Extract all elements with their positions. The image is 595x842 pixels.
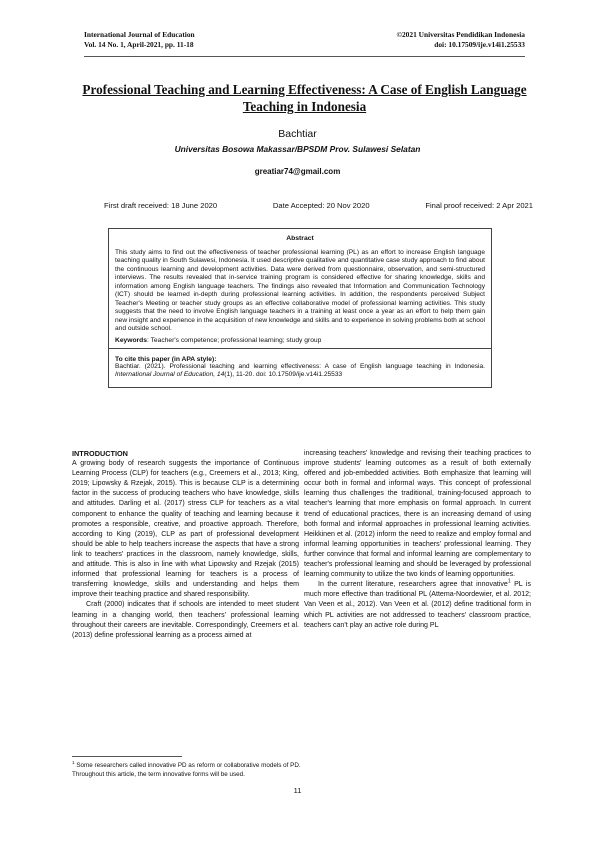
paragraph: Craft (2000) indicates that if schools are intended to meet student learning in a changing world, then teachers' professional learning throughout their careers are inevitable. Correspondingly, Creemers et al. (2013) define professional learning as a process aimed at	[72, 601, 299, 639]
submission-dates	[104, 201, 533, 210]
footnote-number: 1	[72, 760, 75, 765]
keywords-label: Keywords	[115, 336, 147, 344]
keywords-list: : Teacher's competence; professional learning; study group	[146, 336, 322, 344]
footnote-rule	[72, 756, 182, 757]
date-received: First draft received: 18 June 2020	[104, 201, 218, 210]
author-affiliation: Universitas Bosowa Makassar/BPSDM Prov. Sulawesi Selatan	[174, 144, 421, 154]
paragraph-start: In the current literature, researchers agree that innovative	[318, 581, 508, 589]
paragraph	[304, 580, 531, 630]
running-header-left	[84, 30, 195, 50]
keywords	[109, 337, 491, 348]
footnote-marker[interactable]: 1	[507, 578, 511, 585]
footnote	[72, 759, 302, 779]
abstract-text: This study aims to find out the effectiveness of teacher professional learning (PL) as an effort to increase English language teaching quality in South Sulawesi, Indonesia. It used descriptive qualitative and quantitative case study approach to find about the continuous learning and development activities. Data were derived from questionnaire, observation, and semi-structured interviews. The results revealed that in-service training program is considered effective for sharing knowledge, skills and information among English language teachers. The findings also revealed that Information and Communication Technology (ICT) should be learned in-depth during professional learning activities. In addition, the respondents perceived Subject Teacher's Meeting or teacher study groups as an effective collaborative model of professional learning activities. This study suggests that the need to involve English language teachers in a training at least once a year as an effort to help them gain new insight and experience in the acquisition of new knowledge and skills and to experience in solving problems both at school and outside school.	[115, 249, 485, 333]
date-accepted: Date Accepted: 20 Nov 2020	[272, 201, 370, 210]
date-final: Final proof received: 2 Apr 2021	[425, 201, 533, 210]
doi: doi: 10.17509/ije.v14i1.25533	[434, 40, 525, 49]
citation-journal: International Journal of Education, 14	[115, 370, 225, 378]
footnote-text: Some researchers called innovative PD as reform or collaborative models of PD. Throughout this article, the term innovative forms will be used.	[72, 762, 301, 778]
paper-title: Professional Teaching and Learning Effectiveness: A Case of English Language Teaching in Indonesia	[82, 82, 527, 114]
journal-name: International Journal of Education	[84, 30, 195, 39]
author-name: Bachtiar	[278, 128, 317, 140]
paragraph-rest: PL is much more effective than traditional PL (Attema-Noordewier, et al. 2012; Van Veen et al., 2012). Van Veen et al. (2012) define traditional form in which PL activities are not addressed to teachers' classroom practice, teachers can't play an active role during PL	[304, 581, 531, 629]
header-rule	[84, 56, 525, 57]
citation-main: Bachtiar. (2021). Professional teaching and learning effectiveness: A case of English language teaching in Indonesia.	[115, 362, 485, 370]
citation-end: (1), 11-20. doi: 10.17509/ije.v14i1.25533	[224, 370, 343, 378]
paragraph: A growing body of research suggests the importance of Continuous Learning Process (CLP) for teachers (e.g., Creemers et al., 2013; King, 2019; Lipowsky & Rzejak, 2015). This is because CLP is a determining factor in the success of producing teachers who have knowledge, skills and attitudes. Darling et al. (2017) stress CLP for teachers as a vital component to enhance the quality of teaching and learning because it promotes a responsible, creative, and proactive approach. Therefore, according to King (2019), CLP as part of professional development should be able to help teachers increase the aspects that have a strong link to teachers' practices in the classroom, namely knowledge, skills, and attitude. This is also in line with what Lipowsky and Rzejak (2015) informed that professional learning for teachers is a process of transferring knowledge, skills and understanding and helps them improve their teaching practice and shared responsibility.	[72, 460, 299, 599]
citation-text	[109, 363, 491, 388]
running-header-right	[396, 30, 525, 50]
abstract-box	[108, 228, 492, 388]
body-column-left	[72, 449, 299, 641]
paragraph: increasing teachers' knowledge and revising their teaching practices to improve students' learning outcomes as a result of both externally offered and job-embedded activities. Both emphasize that learning will occur both in formal and informal ways. This concept of professional learning thus challenges the traditional, training-focused approach to teacher's learning that more emphasis on formal approach. In current trend of educational practices, there is an increasing demand of using both formal and informal approaches in professional learning activities. Heikkinen et al. (2012) inform the need to realize and employ formal and informal learning opportunities in teachers' professional learning. They further convince that formal and informal learning are complementary to teacher's professional learning and should be leveraged by professional learning community to utilize the two kinds of learning opportunities.	[304, 450, 531, 579]
section-heading: INTRODUCTION	[72, 449, 128, 458]
body-column-right	[304, 449, 531, 631]
volume-info: Vol. 14 No. 1, April-2021, pp. 11-18	[84, 40, 194, 49]
citation-heading: To cite this paper (in APA style):	[115, 355, 217, 363]
abstract-heading: Abstract	[286, 235, 314, 242]
page-number: 11	[293, 786, 302, 795]
copyright: ©2021 Universitas Pendidikan Indonesia	[396, 30, 525, 39]
author-email[interactable]: greatiar74@gmail.com	[254, 167, 341, 176]
